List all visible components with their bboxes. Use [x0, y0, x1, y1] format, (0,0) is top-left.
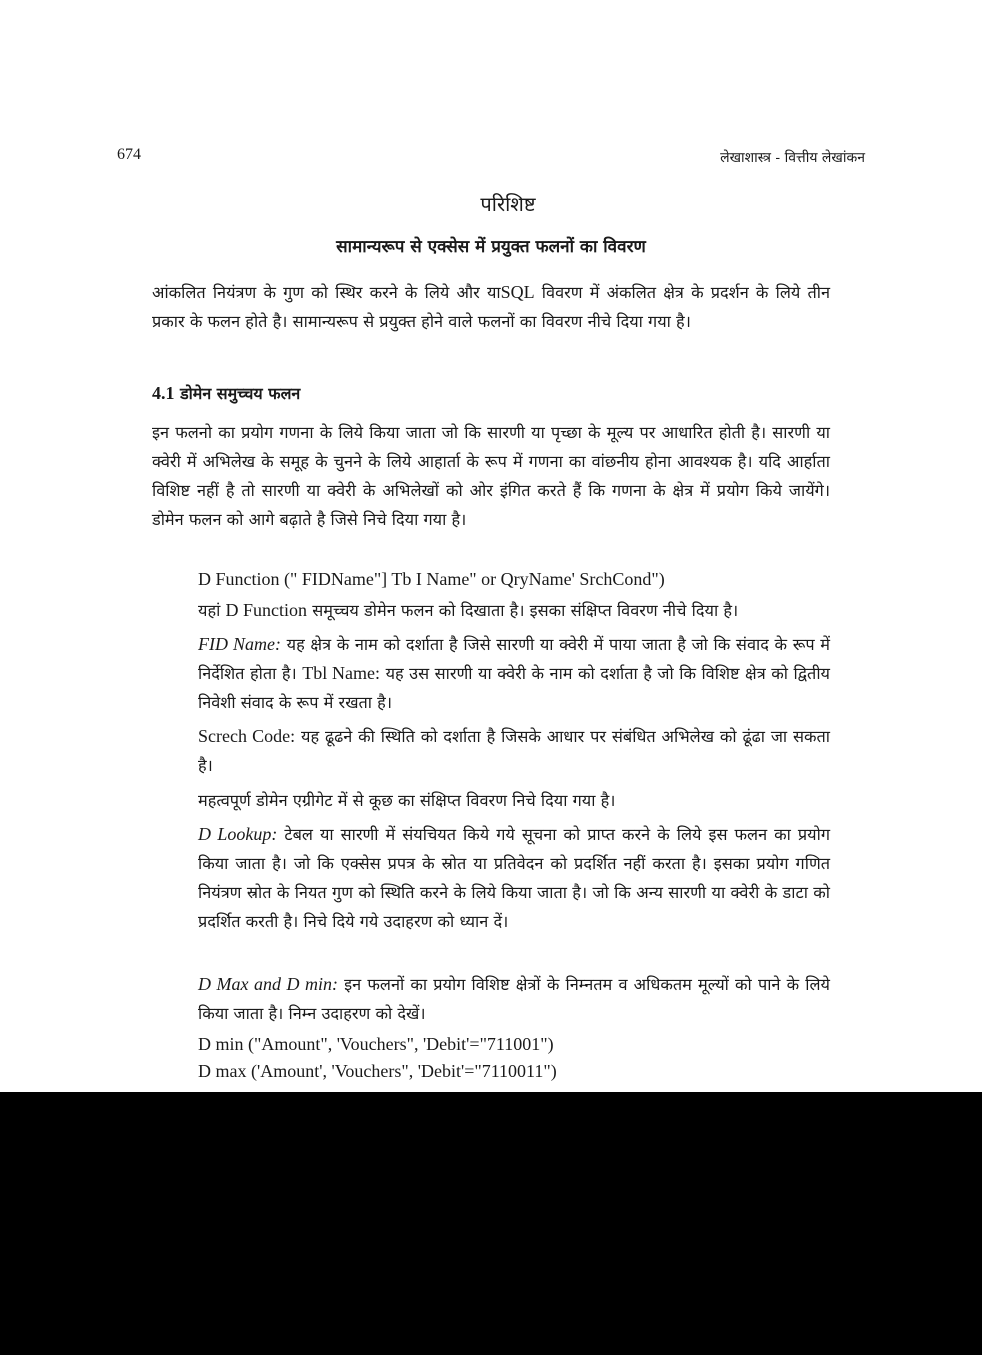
example-dmax: D max ('Amount', 'Vouchers", 'Debit'="7110011"): [198, 1061, 557, 1081]
dfunction-term: D Function: [225, 600, 308, 620]
fid-name-term: FID Name:: [198, 634, 281, 654]
example-dmin: D min ("Amount", 'Vouchers", 'Debit'="711001"): [198, 1034, 554, 1054]
dlookup-description: [198, 820, 830, 936]
dlookup-term: D Lookup:: [198, 824, 278, 844]
section-heading: [152, 382, 830, 404]
dmax-dmin-description: [198, 970, 830, 1028]
running-head: लेखाशास्त्र - वित्तीय लेखांकन: [720, 150, 865, 166]
search-code-term: Screch Code:: [198, 726, 296, 746]
dlookup-text: टेबल या सारणी में संयचियत किये गये सूचना को प्राप्त करने के लिये इस फलन का प्रयोग किया जाता है। जो कि एक्सेस प्रपत्र के स्रोत या प्रतिवेदन को प्रदर्शित नहीं करता है। इसका प्रयोग गणित नियंत्रण स्रोत के नियत गुण को स्थिति करने के लिये किया जाता है। जो कि अन्य सारणी या क्वेरी के डाटा को प्रदर्शित करती है। निचे दिये गये उदाहरण को ध्यान दें।: [198, 825, 830, 931]
syntax-block: [198, 566, 830, 593]
search-code-text: यह ढूढने की स्थिति को दर्शाता है जिसके आधार पर संबंधित अभिलेख को ढूंढा जा सकता है।: [198, 727, 830, 775]
dmax-dmin-text: इन फलनों का प्रयोग विशिष्ट क्षेत्रों के निम्नतम व अधिकतम मूल्यों को पाने के लिये किया जाता है। निम्न उदाहरण को देखें।: [198, 975, 830, 1023]
intro-text-1: आंकलित नियंत्रण के गुण को स्थिर करने के लिये और या: [152, 283, 501, 302]
dfunction-text: समूच्चय डोमेन फलन को दिखाता है। इसका संक्षिप्त विवरण नीचे दिया है।: [312, 601, 739, 620]
page-number: 674: [117, 146, 141, 163]
section-body-text: इन फलनो का प्रयोग गणना के लिये किया जाता जो कि सारणी या पृच्छा के मूल्य पर आधारित होती है। सारणी या क्वेरी में अभिलेख के समूह के चुनने के लिये आहार्ता के रूप में गणना का वांछनीय होना आवश्यक है। यदि आर्हाता विशिष्ट नहीं है तो सारणी या क्वेरी के अभिलेखों को ओर इंगित करते हैं कि गणना के क्षेत्र में प्रयोग किये जायेंगे। डोमेन फलन को आगे बढ़ाते है जिसे निचे दिया गया है।: [152, 423, 830, 529]
aggregates-intro-text: महत्वपूर्ण डोमेन एग्रीगेट में से कूछ का संक्षिप्त विवरण निचे दिया गया है।: [198, 791, 616, 810]
tbl-name-text: यह उस सारणी या क्वेरी के नाम को दर्शाता है जो कि विशिष्ट क्षेत्र को द्वितीय निवेशी संवाद के रूप में रखता है।: [198, 664, 830, 712]
fid-name-text: यह क्षेत्र के नाम को दर्शाता है जिसे सारणी या क्वेरी में पाया जाता है जो कि संवाद के रूप में निर्देशित होता है।: [198, 635, 830, 683]
chapter-title: परिशिष्ट: [480, 192, 536, 216]
aggregates-intro: [198, 786, 830, 815]
tbl-name-term: Tbl Name:: [302, 663, 381, 683]
dmax-dmin-term: D Max and D min:: [198, 974, 338, 994]
dfunction-description: [198, 596, 830, 625]
intro-text-2: विवरण में अंकलित क्षेत्र के प्रदर्शन के लिये तीन प्रकार के फलन होते है। सामान्यरूप से प्रयुक्त होने वाले फलनों का विवरण नीचे दिया गया है।: [152, 283, 830, 331]
sql-term: SQL: [500, 282, 535, 302]
section-body: [152, 418, 830, 534]
examples-block: [198, 1031, 830, 1085]
search-condition-description: [198, 722, 830, 780]
page-subtitle: सामान्यरूप से एक्सेस में प्रयुक्त फलनों का विवरण: [336, 237, 646, 257]
syntax-line: D Function (" FIDName"] Tb I Name" or QryName' SrchCond"): [198, 569, 665, 589]
black-overlay-region: [0, 1092, 982, 1355]
intro-paragraph: [152, 278, 830, 336]
section-number: 4.1: [152, 383, 175, 403]
fid-name-description: [198, 630, 830, 717]
dfunction-prefix: यहां: [198, 601, 221, 620]
section-title: डोमेन समुच्चय फलन: [180, 384, 301, 403]
